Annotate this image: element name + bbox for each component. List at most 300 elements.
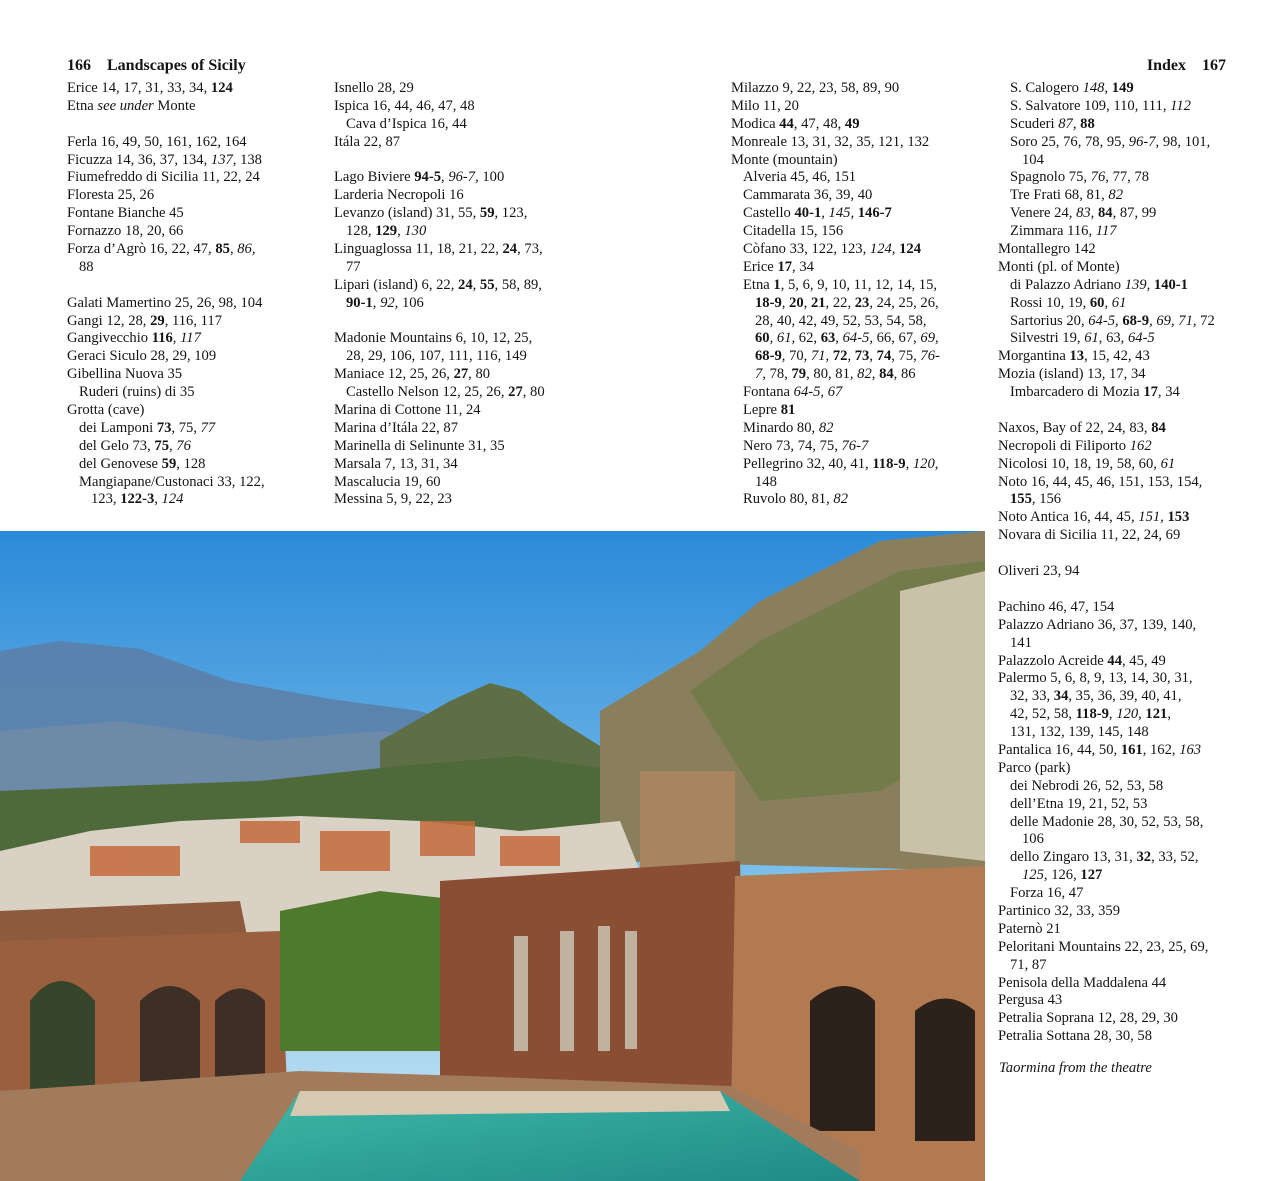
italic-page-ref: 139,	[1124, 276, 1151, 293]
entry-text: Lago Biviere	[334, 169, 415, 186]
entry-text: Pellegrino 32, 40, 41,	[743, 455, 873, 472]
entry-text: Monti (pl. of Monte)	[998, 258, 1120, 275]
bold-page-ref: 23	[854, 294, 870, 311]
index-entry	[731, 366, 940, 384]
entry-text: Marinella di Selinunte 31, 35	[334, 437, 505, 454]
italic-page-ref: 61	[1111, 294, 1127, 311]
italic-page-ref: 145,	[828, 205, 855, 222]
entry-text: S. Calogero	[1010, 80, 1083, 96]
index-entry	[334, 223, 545, 241]
index-entry	[731, 187, 940, 205]
entry-text: 128,	[346, 223, 376, 240]
entry-text: Ispica 16, 44, 46, 47, 48	[334, 97, 475, 114]
index-entry	[731, 259, 940, 277]
index-entry	[67, 223, 265, 241]
entry-text: 148	[755, 473, 777, 490]
index-entry	[334, 98, 545, 116]
entry-text: Naxos, Bay of 22, 24, 83,	[998, 419, 1152, 436]
italic-page-ref: 86,	[237, 241, 256, 258]
entry-text: Minardo 80,	[743, 419, 819, 436]
entry-text: Venere 24,	[1010, 205, 1077, 222]
index-entry	[67, 438, 265, 456]
taormina-theatre-photo	[0, 531, 985, 1181]
bold-page-ref: 149	[1111, 80, 1134, 96]
right-page-number: 167	[1202, 57, 1226, 74]
entry-text: ,	[441, 169, 449, 186]
entry-text: , 123,	[494, 205, 528, 222]
entry-text: 126,	[1047, 867, 1081, 884]
entry-text: Novara di Sicilia 11, 22, 24, 69	[998, 527, 1181, 544]
entry-text: del Gelo 73,	[79, 437, 155, 454]
index-entry	[334, 348, 545, 366]
entry-text: Nero 73, 74, 75,	[743, 437, 842, 454]
left-running-title: Landscapes of Sicily	[107, 57, 246, 74]
bold-page-ref: 124	[210, 80, 233, 96]
index-entry	[334, 491, 545, 509]
index-entry	[998, 277, 1215, 295]
entry-text: Ruderi (ruins) di 35	[79, 384, 195, 401]
entry-text: Imbarcadero di Mozia	[1010, 384, 1144, 401]
index-column-4	[998, 80, 1215, 1046]
entry-text: Parco (park)	[998, 759, 1071, 776]
entry-text: Soro 25, 76, 78, 95,	[1010, 133, 1129, 150]
index-entry	[731, 169, 940, 187]
bold-page-ref: 21	[810, 294, 826, 311]
italic-page-ref: 117	[1095, 223, 1117, 240]
bold-page-ref: 155	[1010, 491, 1032, 508]
entry-text: Castello Nelson 12, 25, 26,	[346, 384, 509, 401]
entry-text: Erice 14, 17, 31, 33, 34,	[67, 80, 211, 96]
entry-text: ,	[905, 455, 913, 472]
italic-page-ref: 83,	[1076, 205, 1095, 222]
entry-text: Zimmara 116,	[1010, 223, 1096, 240]
entry-text: Còfano 33, 122, 123,	[743, 241, 870, 258]
entry-text: ,	[472, 276, 480, 293]
index-entry	[67, 187, 265, 205]
index-entry	[334, 187, 545, 205]
bold-page-ref: 68-9	[1122, 312, 1150, 329]
entry-text: Partinico 32, 33, 359	[998, 902, 1121, 919]
entry-text: , 162,	[1142, 741, 1180, 758]
index-entry	[998, 563, 1215, 581]
entry-text: , 128	[176, 455, 206, 472]
entry-text: Isnello 28, 29	[334, 80, 414, 96]
index-entry	[998, 420, 1215, 438]
italic-page-ref: 92,	[380, 294, 399, 311]
entry-text: Fiumefreddo di Sicilia 11, 22, 24	[67, 169, 260, 186]
bold-page-ref: 24	[502, 241, 518, 258]
index-entry	[998, 1028, 1215, 1046]
entry-text: 98, 101,	[1159, 133, 1211, 150]
index-entry	[998, 742, 1215, 760]
index-entry	[67, 474, 265, 492]
index-entry	[998, 223, 1215, 241]
italic-page-ref: 64-5	[1127, 330, 1155, 347]
entry-text: ,	[372, 294, 381, 311]
entry-text: 141	[1010, 634, 1032, 651]
entry-text: Noto 16, 44, 45, 46, 151, 153, 154,	[998, 473, 1203, 490]
index-entry	[67, 456, 265, 474]
index-spacer	[67, 277, 265, 295]
index-entry	[67, 366, 265, 384]
entry-text: , 87, 99	[1112, 205, 1157, 222]
index-entry	[998, 330, 1215, 348]
entry-text: Cammarata 36, 39, 40	[743, 187, 873, 204]
entry-text: , 58, 89,	[494, 276, 542, 293]
entry-text: ,	[168, 437, 177, 454]
bold-page-ref: 153	[1167, 509, 1190, 526]
bold-page-ref: 17	[777, 258, 793, 275]
entry-text: Noto Antica 16, 44, 45,	[998, 509, 1139, 526]
left-page-header	[67, 57, 246, 75]
italic-page-ref: 71,	[810, 348, 830, 365]
entry-text: Peloritani Mountains 22, 23, 25, 69,	[998, 938, 1209, 955]
italic-page-ref: see under	[97, 97, 154, 114]
index-entry	[731, 295, 940, 313]
entry-text: Nicolosi 10, 18, 19, 58, 60,	[998, 455, 1161, 472]
index-column-3	[731, 80, 940, 509]
entry-text: ,	[1167, 706, 1171, 723]
bold-page-ref: 72	[832, 348, 848, 365]
entry-text: Rossi 10, 19,	[1010, 294, 1090, 311]
entry-text: 62,	[795, 330, 821, 347]
entry-text: Gangi 12, 28,	[67, 312, 151, 329]
bold-page-ref: 75	[154, 437, 169, 454]
entry-text: 88	[79, 258, 94, 275]
entry-text: Citadella 15, 156	[743, 223, 844, 240]
bold-page-ref: 140-1	[1153, 276, 1188, 293]
bold-page-ref: 60	[755, 330, 770, 347]
index-entry	[998, 152, 1215, 170]
italic-page-ref: 76-7	[841, 437, 869, 454]
italic-page-ref: 117	[180, 330, 201, 347]
entry-text: ,	[1104, 294, 1112, 311]
entry-text: , 80, 81,	[806, 366, 858, 383]
italic-page-ref: 112	[1170, 97, 1191, 114]
entry-text: Larderia Necropoli 16	[334, 187, 464, 204]
entry-text: Ruvolo 80, 81,	[743, 491, 834, 508]
entry-text: Monreale 13, 31, 32, 35, 121, 132	[731, 133, 930, 150]
bold-page-ref: 60	[1089, 294, 1105, 311]
entry-text: di Palazzo Adriano	[1010, 276, 1125, 293]
bold-page-ref: 32	[1136, 849, 1152, 866]
entry-text: Madonie Mountains 6, 10, 12, 25,	[334, 330, 533, 347]
index-entry	[67, 205, 265, 223]
index-entry	[334, 456, 545, 474]
bold-page-ref: 27	[508, 384, 523, 401]
bold-page-ref: 1	[773, 276, 781, 293]
bold-page-ref: 13	[1069, 348, 1085, 365]
index-entry	[998, 957, 1215, 975]
index-entry	[67, 98, 265, 116]
italic-page-ref: 151,	[1138, 509, 1164, 526]
entry-text: ,	[397, 223, 405, 240]
entry-text: Palazzolo Acreide	[998, 652, 1108, 669]
italic-page-ref: 162	[1129, 437, 1152, 454]
entry-text: ,	[781, 294, 790, 311]
index-entry	[731, 205, 940, 223]
index-spacer	[67, 116, 265, 134]
entry-text: Tre Frati 68, 81,	[1010, 187, 1109, 204]
entry-text: Lipari (island) 6, 22,	[334, 276, 459, 293]
entry-text: dei Lamponi	[79, 419, 157, 436]
bold-page-ref: 90-1	[346, 294, 373, 311]
entry-text: , 73,	[517, 241, 543, 258]
entry-text: Linguaglossa 11, 18, 21, 22,	[334, 241, 503, 258]
entry-text: Pergusa 43	[998, 992, 1063, 1009]
index-entry	[998, 617, 1215, 635]
bold-page-ref: 55	[479, 276, 495, 293]
entry-text: Cava d’Ispica 16, 44	[346, 115, 467, 132]
bold-page-ref: 84	[1097, 205, 1113, 222]
entry-text: Mascalucia 19, 60	[334, 473, 441, 490]
right-page-header	[1147, 57, 1226, 75]
bold-page-ref: 124	[899, 241, 921, 258]
index-entry	[731, 474, 940, 492]
entry-text: Fornazzo 18, 20, 66	[67, 223, 184, 240]
bold-page-ref: 44	[779, 115, 794, 132]
index-entry	[67, 384, 265, 402]
index-entry	[731, 402, 940, 420]
index-entry	[998, 295, 1215, 313]
entry-text: Grotta (cave)	[67, 402, 145, 419]
bold-page-ref: 85	[215, 241, 230, 258]
index-entry	[67, 152, 265, 170]
index-entry	[998, 921, 1215, 939]
entry-text: Etna	[67, 97, 98, 114]
index-entry	[731, 348, 940, 366]
bold-page-ref: 20	[789, 294, 804, 311]
index-spacer	[998, 545, 1215, 563]
italic-page-ref: 96-7,	[1128, 133, 1160, 150]
entry-text: Spagnolo 75,	[1010, 169, 1091, 186]
entry-text: Etna	[743, 276, 774, 293]
italic-page-ref: 87,	[1058, 115, 1077, 132]
entry-text: 123,	[91, 491, 121, 508]
entry-text: Galati Mamertino 25, 26, 98, 104	[67, 294, 263, 311]
entry-text: Mozia (island) 13, 17, 34	[998, 366, 1146, 383]
entry-text: Modica	[731, 115, 780, 132]
entry-text: Petralia Soprana 12, 28, 29, 30	[998, 1010, 1178, 1027]
entry-text: , 45, 49	[1122, 652, 1166, 669]
index-spacer	[334, 152, 545, 170]
index-spacer	[998, 581, 1215, 599]
entry-text: Erice	[743, 258, 778, 275]
bold-page-ref: 34	[1053, 688, 1069, 705]
index-entry	[334, 134, 545, 152]
index-entry	[731, 384, 940, 402]
index-entry	[998, 760, 1215, 778]
italic-page-ref: 124	[161, 491, 184, 508]
index-entry	[998, 187, 1215, 205]
entry-text: 32, 33,	[1010, 688, 1054, 705]
entry-text: Levanzo (island) 31, 55,	[334, 205, 480, 222]
italic-page-ref: 163	[1179, 741, 1202, 758]
bold-page-ref: 81	[780, 402, 796, 419]
entry-text: , 22,	[825, 294, 855, 311]
italic-page-ref: 61,	[776, 330, 796, 347]
index-entry	[67, 402, 265, 420]
index-entry	[998, 241, 1215, 259]
italic-page-ref: 82,	[857, 366, 876, 383]
bold-page-ref: 88	[1080, 115, 1095, 132]
entry-text: Necropoli di Filiporto	[998, 437, 1130, 454]
index-entry	[731, 241, 940, 259]
bold-page-ref: 118-9	[1075, 706, 1109, 723]
bold-page-ref: 59	[161, 455, 177, 472]
index-entry	[334, 474, 545, 492]
bold-page-ref: 44	[1107, 652, 1122, 669]
entry-text: 77	[346, 258, 361, 275]
index-entry	[998, 313, 1215, 331]
entry-text: , 15, 42, 43	[1084, 348, 1150, 365]
index-entry	[67, 295, 265, 313]
entry-text: 66, 67,	[872, 330, 921, 347]
index-entry	[998, 205, 1215, 223]
entry-text: Marsala 7, 13, 31, 34	[334, 455, 458, 472]
entry-text: Milazzo 9, 22, 23, 58, 89, 90	[731, 80, 900, 96]
index-entry	[998, 348, 1215, 366]
entry-text: dei Nebrodi 26, 52, 53, 58	[1010, 777, 1164, 794]
index-entry	[67, 241, 265, 259]
index-entry	[998, 527, 1215, 545]
entry-text: S. Salvatore 109, 110, 111,	[1010, 97, 1171, 114]
entry-text: Lepre	[743, 402, 781, 419]
entry-text: Paternò 21	[998, 920, 1061, 937]
entry-text: , 70,	[781, 348, 811, 365]
entry-text: Floresta 25, 26	[67, 187, 155, 204]
index-entry	[998, 635, 1215, 653]
entry-text: , 5, 6, 9, 10, 11, 12, 14, 15,	[780, 276, 938, 293]
index-entry	[998, 1010, 1215, 1028]
index-entry	[67, 348, 265, 366]
entry-text: 104	[1022, 151, 1044, 168]
left-page-number: 166	[67, 57, 91, 74]
bold-page-ref: 121	[1145, 706, 1168, 723]
bold-page-ref: 161	[1120, 741, 1143, 758]
italic-page-ref: 82	[818, 419, 834, 436]
entry-text: ,	[869, 348, 877, 365]
index-entry	[67, 259, 265, 277]
entry-text: Marina d’Itála 22, 87	[334, 419, 459, 436]
index-entry	[67, 313, 265, 331]
index-entry	[998, 134, 1215, 152]
entry-text: , 24, 25, 26,	[869, 294, 939, 311]
index-entry	[998, 384, 1215, 402]
entry-text: dell’Etna 19, 21, 52, 53	[1010, 795, 1148, 812]
index-entry	[731, 438, 940, 456]
entry-text: 131, 132, 139, 145, 148	[1010, 724, 1149, 741]
index-entry	[731, 491, 940, 509]
entry-text: , 80	[468, 366, 491, 383]
entry-text: 28, 29, 106, 107, 111, 116, 149	[346, 348, 527, 365]
entry-text: Silvestri 19,	[1010, 330, 1085, 347]
bold-page-ref: 29	[150, 312, 165, 329]
index-entry	[731, 330, 940, 348]
entry-text: ,	[769, 330, 777, 347]
entry-text: Scuderi	[1010, 115, 1059, 132]
entry-text: , 80	[522, 384, 545, 401]
bold-page-ref: 18-9	[755, 294, 782, 311]
italic-page-ref: 137,	[210, 151, 237, 168]
index-entry	[67, 80, 265, 98]
index-entry	[334, 116, 545, 134]
entry-text: 100	[478, 169, 505, 186]
entry-text: ,	[821, 205, 829, 222]
italic-page-ref: 77	[200, 419, 216, 436]
entry-text: 106	[398, 294, 424, 311]
entry-text: 78,	[765, 366, 792, 383]
entry-text: 72	[1196, 312, 1215, 329]
italic-page-ref: 125,	[1022, 867, 1048, 884]
index-entry	[998, 975, 1215, 993]
index-entry	[334, 80, 545, 98]
entry-text: ,	[803, 294, 811, 311]
bold-page-ref: 73	[156, 419, 172, 436]
index-entry	[998, 796, 1215, 814]
index-entry	[334, 277, 545, 295]
index-entry	[67, 420, 265, 438]
entry-text: 106	[1022, 831, 1044, 848]
bold-page-ref: 40-1	[794, 205, 822, 222]
italic-page-ref: 120,	[912, 455, 939, 472]
bold-page-ref: 127	[1080, 867, 1103, 884]
bold-page-ref: 59	[479, 205, 495, 222]
index-spacer	[998, 402, 1215, 420]
italic-page-ref: 61	[1084, 330, 1099, 347]
entry-text: Forza d’Agrò 16, 22, 47,	[67, 241, 216, 258]
index-entry	[67, 491, 265, 509]
entry-text: Milo 11, 20	[731, 97, 799, 114]
italic-page-ref: 7,	[755, 366, 766, 383]
entry-text: Monte (mountain)	[731, 151, 838, 168]
index-entry	[334, 169, 545, 187]
bold-page-ref: 118-9	[872, 455, 906, 472]
bold-page-ref: 129	[375, 223, 398, 240]
entry-text: , 33, 52,	[1151, 849, 1199, 866]
index-entry	[998, 599, 1215, 617]
italic-page-ref: 120,	[1116, 706, 1142, 723]
entry-text: Forza 16, 47	[1010, 885, 1084, 902]
index-entry	[998, 456, 1215, 474]
index-column-2	[334, 80, 545, 509]
index-entry	[998, 653, 1215, 671]
italic-page-ref: 82	[1108, 187, 1123, 204]
right-running-title: Index	[1146, 57, 1186, 74]
entry-text: Ficuzza 14, 36, 37, 134,	[67, 151, 211, 168]
entry-text: Geraci Siculo 28, 29, 109	[67, 348, 217, 365]
index-entry	[334, 241, 545, 259]
index-entry	[998, 116, 1215, 134]
entry-text: ,	[229, 241, 238, 258]
entry-text: , 35, 36, 39, 40, 41,	[1068, 688, 1182, 705]
entry-text: Pachino 46, 47, 154	[998, 598, 1115, 615]
entry-text: ,	[154, 491, 162, 508]
index-entry	[998, 939, 1215, 957]
bold-page-ref: 79	[791, 366, 807, 383]
index-entry	[998, 903, 1215, 921]
entry-text: ,	[847, 348, 855, 365]
index-entry	[67, 330, 265, 348]
index-entry	[998, 992, 1215, 1010]
entry-text: Mangiapane/Custonaci 33, 122,	[79, 473, 265, 490]
bold-page-ref: 146-7	[857, 205, 892, 222]
entry-text: , 63,	[1098, 330, 1128, 347]
entry-text: Penisola della Maddalena 44	[998, 974, 1167, 991]
index-entry	[334, 259, 545, 277]
entry-text: Palazzo Adriano 36, 37, 139, 140,	[998, 616, 1197, 633]
index-entry	[998, 259, 1215, 277]
